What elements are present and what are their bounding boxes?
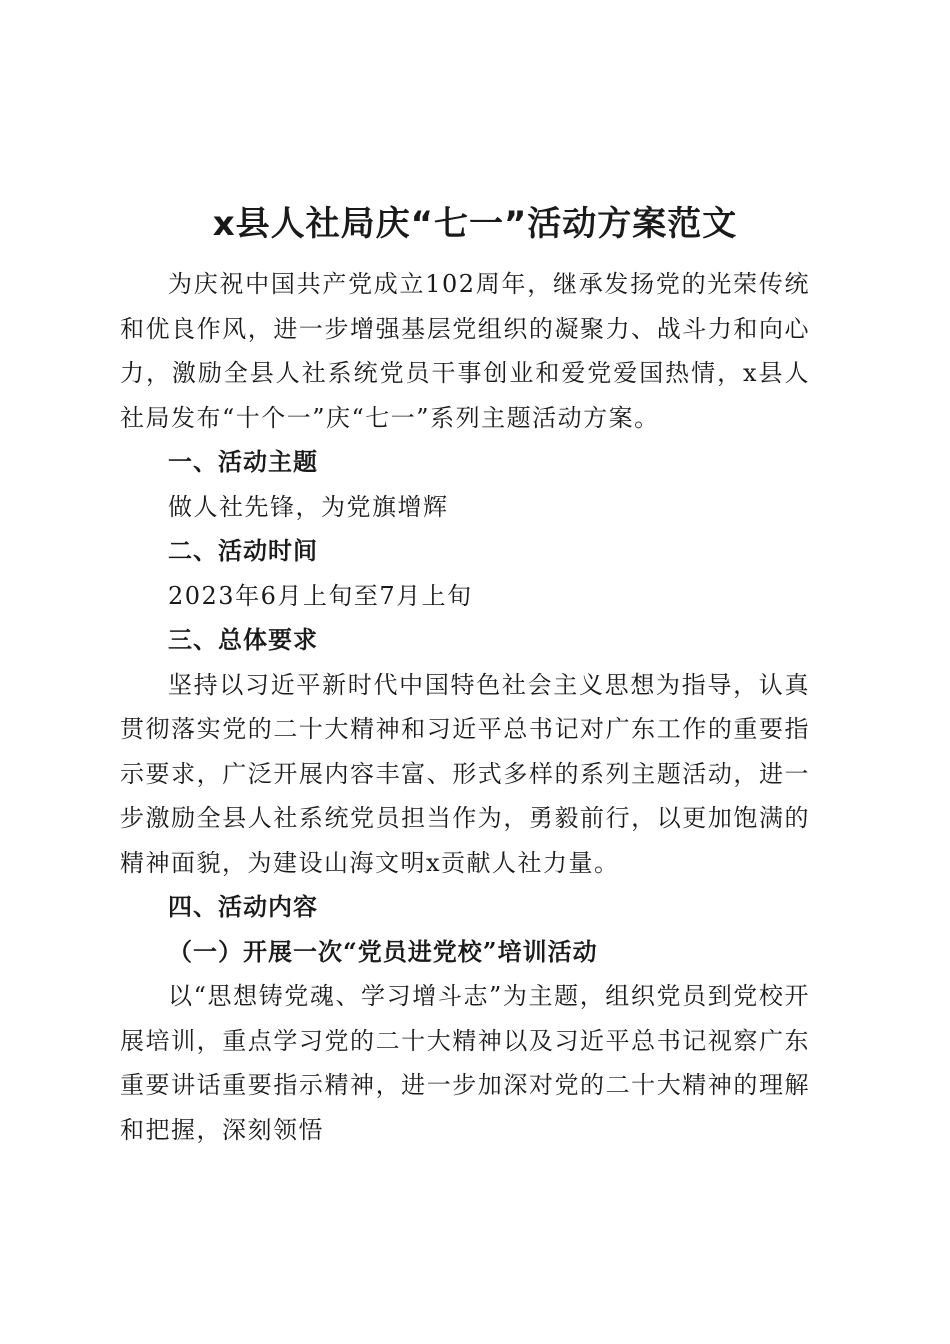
section-heading-content: 四、活动内容: [168, 893, 318, 921]
section-text-theme: 做人社先锋，为党旗增辉: [168, 492, 449, 521]
section-heading-requirements: 三、总体要求: [168, 626, 318, 654]
intro-paragraph: 为庆祝中国共产党成立102周年，继承发扬党的光荣传统和优良作风，进一步增强基层党组织的凝聚力、战斗力和向心力，激励全县人社系统党员干事创业和爱党爱国热情，x县人社局发布“十个一”庆“七一”系列主题活动方案。: [120, 270, 810, 432]
section-text-requirements: 坚持以习近平新时代中国特色社会主义思想为指导，认真贯彻落实党的二十大精神和习近平总书记对广东工作的重要指示要求，广泛开展内容丰富、形式多样的系列主题活动，进一步激励全县人社系统党员担当作为，勇毅前行，以更加饱满的精神面貌，为建设山海文明x贡献人社力量。: [120, 670, 810, 877]
section-heading-theme: 一、活动主题: [168, 448, 318, 476]
subsection-text-training: 以“思想铸党魂、学习增斗志”为主题，组织党员到党校开展培训，重点学习党的二十大精神以及习近平总书记视察广东重要讲话重要指示精神，进一步加深对党的二十大精神的理解和把握，深刻领悟: [120, 982, 810, 1144]
section-heading-time: 二、活动时间: [168, 537, 318, 565]
document-title: x县人社局庆“七一”活动方案范文: [212, 204, 738, 244]
document-body: [120, 262, 810, 1152]
section-text-time: 2023年6月上旬至7月上旬: [168, 581, 473, 610]
subsection-heading-training: （一）开展一次“党员进党校”培训活动: [168, 936, 598, 966]
